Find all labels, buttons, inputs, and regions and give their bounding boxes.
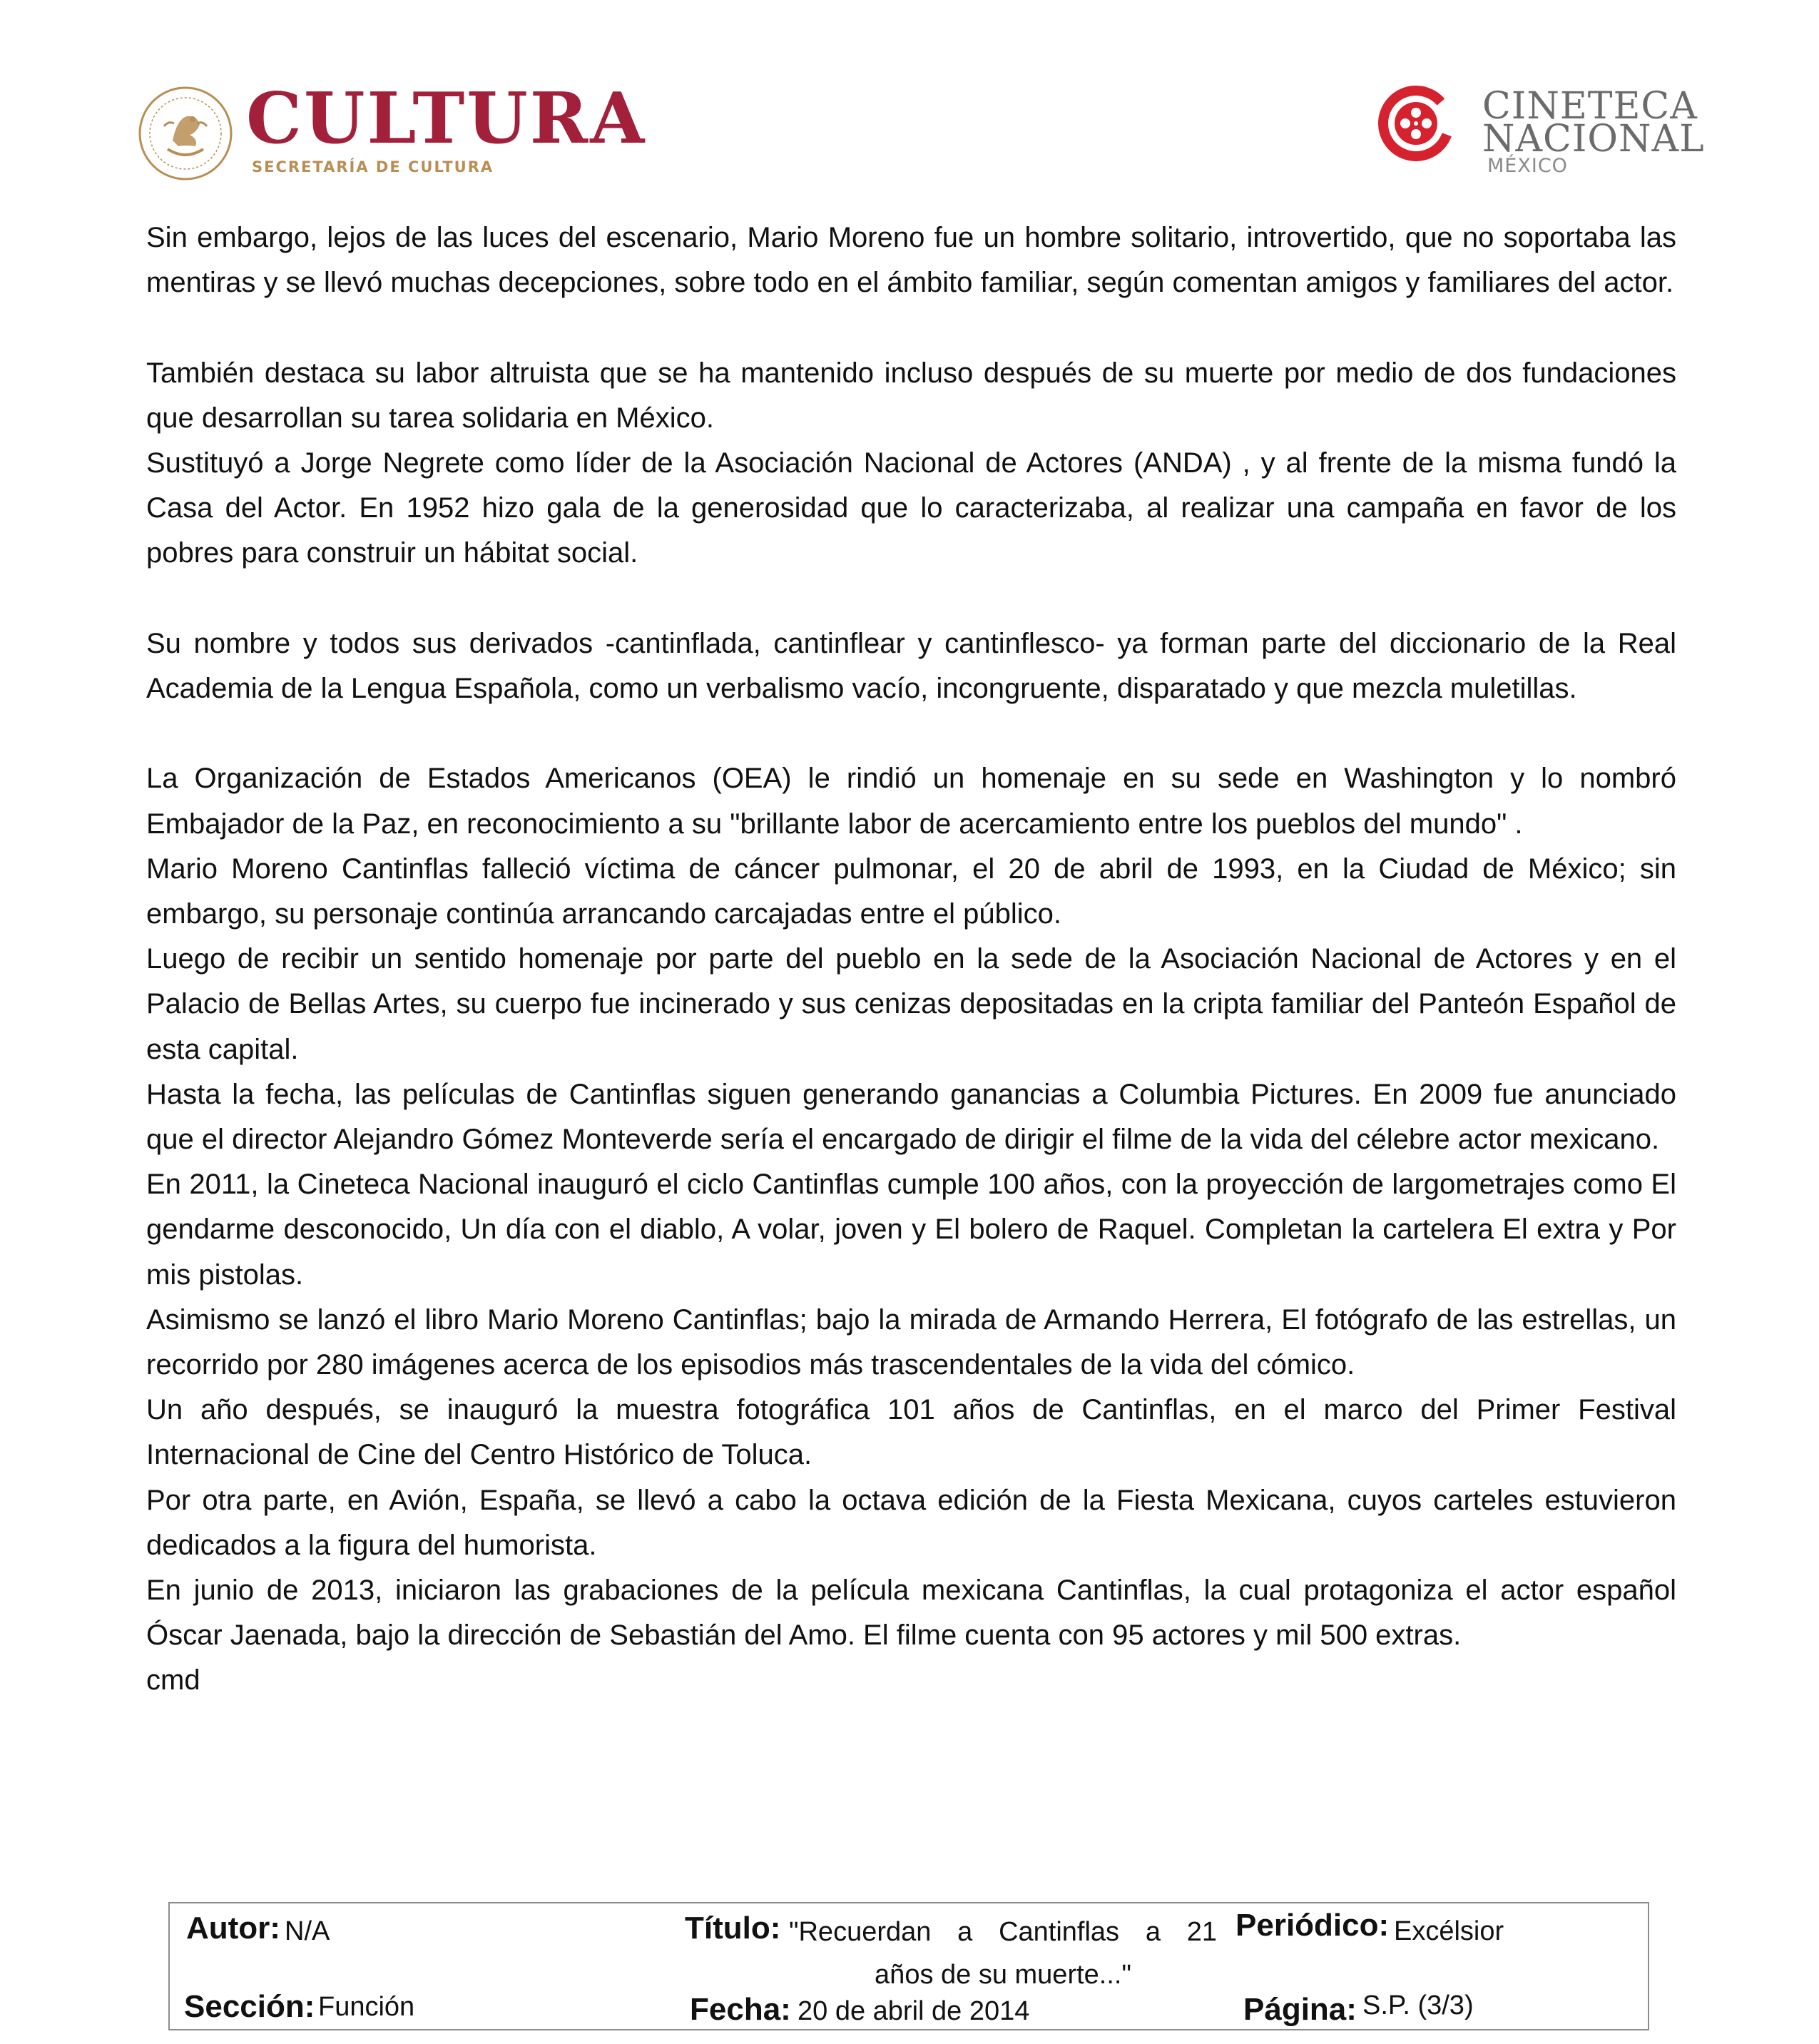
signature-initials: cmd xyxy=(146,1664,200,1697)
fecha-value: 20 de abril de 2014 xyxy=(798,1996,1030,2026)
cultura-subtitle: SECRETARÍA DE CULTURA xyxy=(252,158,494,176)
titulo-word: "Recuerdan xyxy=(789,1917,932,1947)
cineteca-title-line2: NACIONAL xyxy=(1482,118,1705,161)
paragraph: En junio de 2013, iniciaron las grabaciones de la película mexicana Cantinflas, la cual protagoniza el actor español Óscar Jaenada, bajo la dirección de Sebastián del Amo. El filme cuenta con 95 actores y mil 500 extras. xyxy=(146,1575,1676,1652)
autor-label: Autor: xyxy=(186,1911,280,1946)
paragraph: Un año después, se inauguró la muestra fotográfica 101 años de Cantinflas, en el marco del Primer Festival Internacional de Cine del Centro Histórico de Toluca. xyxy=(146,1394,1676,1471)
paragraph: Por otra parte, en Avión, España, se llevó a cabo la octava edición de la Fiesta Mexicana, cuyos carteles estuvieron dedicados a la figura del humorista. xyxy=(146,1484,1676,1561)
paragraph: Hasta la fecha, las películas de Cantinflas siguen generando ganancias a Columbia Pictures. En 2009 fue anunciado que el director Alejandro Gómez Monteverde sería el encargado de dirigir el filme de la vida del célebre actor mexicano. xyxy=(146,1078,1676,1156)
titulo-word: 21 xyxy=(1186,1917,1217,1947)
paragraph: Sin embargo, lejos de las luces del escenario, Mario Moreno fue un hombre solitario, introvertido, que no soportaba las mentiras y se llevó muchas decepciones, sobre todo en el ámbito familiar, según comentan amigos y familiares del actor. xyxy=(146,222,1676,299)
periodico-value: Excélsior xyxy=(1394,1916,1504,1946)
paragraph: La Organización de Estados Americanos (OEA) le rindió un homenaje en su sede en Washington y lo nombró Embajador de la Paz, en reconocimiento a su "brillante labor de acercamiento entre los pueblos del mundo" . xyxy=(146,763,1676,840)
article-metadata-box xyxy=(168,1902,1649,2030)
mexico-coat-of-arms-icon xyxy=(136,83,235,183)
cineteca-logo xyxy=(1377,80,1705,180)
paragraph: En 2011, la Cineteca Nacional inauguró el ciclo Cantinflas cumple 100 años, con la proyección de largometrajes como El gendarme desconocido, Un día con el diablo, A volar, joven y El bolero de Raquel. Completan la cartelera El extra y Por mis pistolas. xyxy=(146,1169,1676,1291)
cineteca-title-line1: CINETECA xyxy=(1482,85,1698,128)
cultura-title: CULTURA xyxy=(246,78,647,160)
titulo-label: Título: xyxy=(685,1911,781,1946)
fecha-label: Fecha: xyxy=(690,1992,791,2027)
seccion-value: Función xyxy=(318,1992,415,2022)
paragraph: Mario Moreno Cantinflas falleció víctima de cáncer pulmonar, el 20 de abril de 1993, en la Ciudad de México; sin embargo, su personaje continúa arrancando carcajadas entre el público. xyxy=(146,853,1676,930)
cineteca-country: MÉXICO xyxy=(1487,155,1568,177)
pagina-value: S.P. (3/3) xyxy=(1362,1990,1474,2020)
cultura-logo xyxy=(136,78,647,187)
autor-value: N/A xyxy=(285,1916,330,1946)
paragraph: Asimismo se lanzó el libro Mario Moreno Cantinflas; bajo la mirada de Armando Herrera, El fotógrafo de las estrellas, un recorrido por 280 imágenes acerca de los episodios más trascendentales de la vida del cómico. xyxy=(146,1303,1676,1381)
paragraph: Luego de recibir un sentido homenaje por parte del pueblo en la sede de la Asociación Nacional de Actores y en el Palacio de Bellas Artes, su cuerpo fue incinerado y sus cenizas depositadas en la cripta familiar del Panteón Español de esta capital. xyxy=(146,943,1676,1065)
titulo-word: a xyxy=(1145,1917,1161,1947)
paragraph: Su nombre y todos sus derivados -cantinflada, cantinflear y cantinflesco- ya forman parte del diccionario de la Real Academia de la Lengua Española, como un verbalismo vacío, incongruente, disparatado y que mezcla muletillas. xyxy=(146,627,1676,704)
titulo-word: a xyxy=(957,1917,973,1947)
film-reel-icon xyxy=(1377,84,1455,163)
periodico-label: Periódico: xyxy=(1235,1908,1390,1943)
paragraph: Sustituyó a Jorge Negrete como líder de la Asociación Nacional de Actores (ANDA) , y al frente de la misma fundó la Casa del Actor. En 1952 hizo gala de la generosidad que lo caracterizaba, al realizar una campaña en favor de los pobres para construir un hábitat social. xyxy=(146,447,1676,569)
titulo-value xyxy=(789,1911,1217,1996)
paragraph: También destaca su labor altruista que se ha mantenido incluso después de su muerte por medio de dos fundaciones que desarrollan su tarea solidaria en México. xyxy=(146,357,1676,434)
article-body xyxy=(146,215,1676,1704)
titulo-line2: años de su muerte..." xyxy=(875,1960,1131,1990)
seccion-label: Sección: xyxy=(184,1989,315,2024)
titulo-word: Cantinflas xyxy=(999,1917,1120,1947)
pagina-label: Página: xyxy=(1243,1992,1357,2027)
